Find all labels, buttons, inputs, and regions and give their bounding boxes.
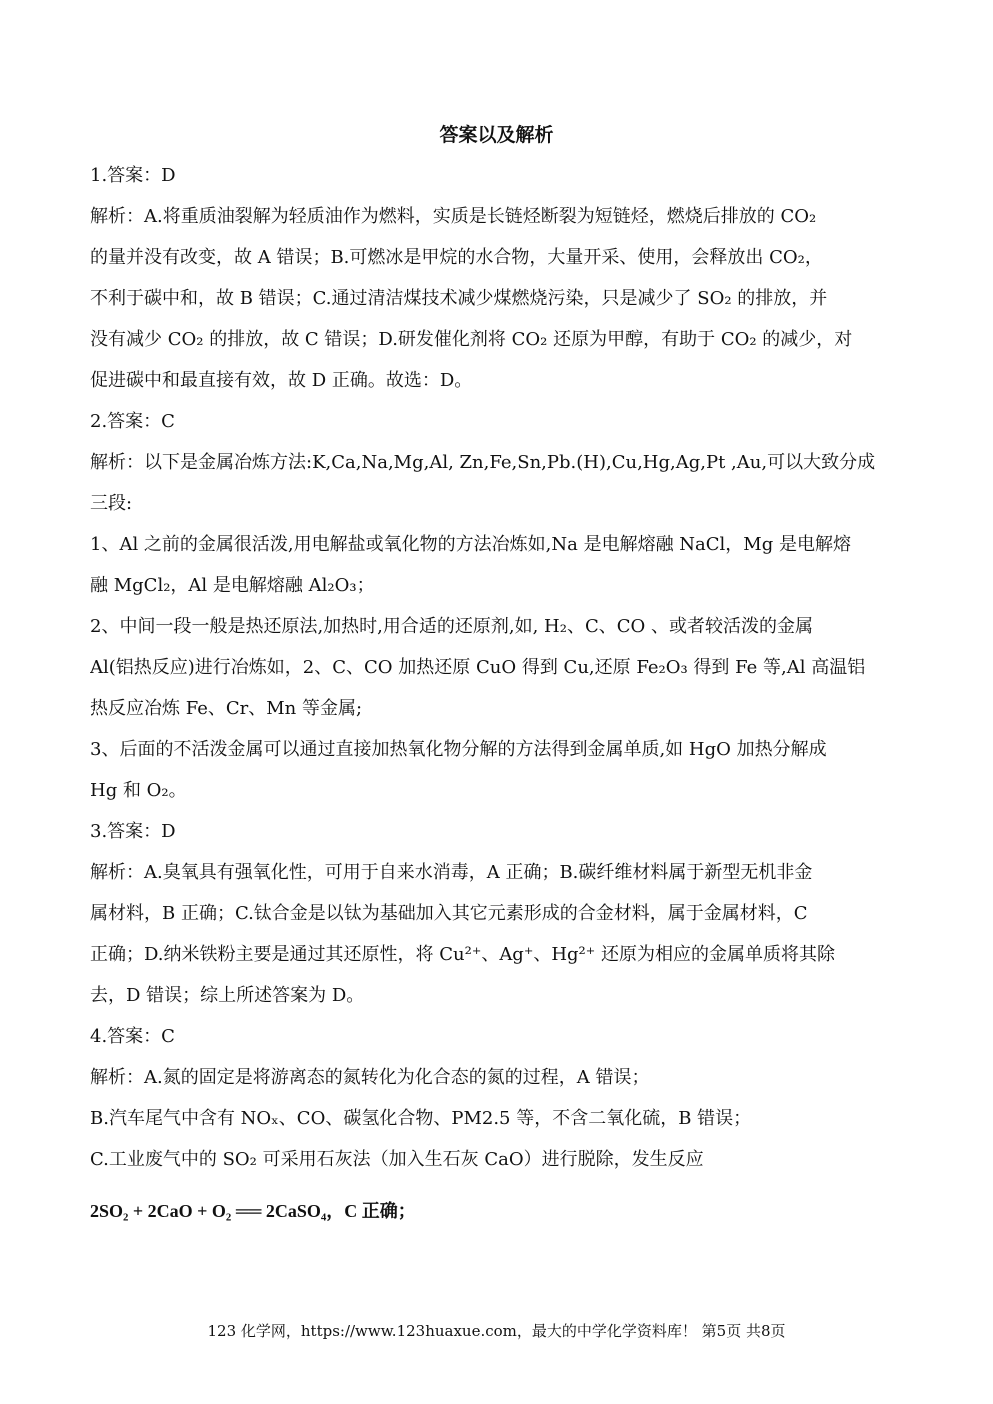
text-line: 解析：A.氮的固定是将游离态的氮转化为化合态的氮的过程，A 错误； [90, 1067, 650, 1088]
text-line: 解析：A.将重质油裂解为轻质油作为燃料，实质是长链烃断裂为短链烃，燃烧后排放的 CO₂ [90, 206, 817, 227]
text-line: 3、后面的不活泼金属可以通过直接加热氧化物分解的方法得到金属单质,如 HgO 加热分解成 [90, 739, 827, 760]
page-title: 答案以及解析 [439, 124, 554, 146]
text-line: 促进碳中和最直接有效，故 D 正确。故选：D。 [90, 370, 473, 391]
text-line: 正确；D.纳米铁粉主要是通过其还原性，将 Cu²⁺、Ag⁺、Hg²⁺ 还原为相应的金属单质将其除 [90, 944, 835, 965]
text-line: 融 MgCl₂，Al 是电解熔融 Al₂O₃； [90, 575, 375, 596]
text-line: 1、Al 之前的金属很活泼,用电解盐或氧化物的方法冶炼如,Na 是电解熔融 NaCl，Mg 是电解熔 [90, 534, 851, 555]
text-line: 的量并没有改变，故 A 错误；B.可燃冰是甲烷的水合物，大量开采、使用，会释放出 CO₂， [90, 247, 823, 268]
text-line: 不利于碳中和，故 B 错误；C.通过清洁煤技术减少煤燃烧污染，只是减少了 SO₂ 的排放，并 [90, 288, 828, 309]
text-line: 没有减少 CO₂ 的排放，故 C 错误；D.研发催化剂将 CO₂ 还原为甲醇，有助于 CO₂ 的减少，对 [90, 329, 853, 350]
text-line: 属材料，B 正确；C.钛合金是以钛为基础加入其它元素形成的合金材料，属于金属材料，C [90, 903, 808, 924]
text-line: 2、中间一段一般是热还原法,加热时,用合适的还原剂,如, H₂、C、CO 、或者较活泼的金属 [90, 616, 813, 637]
text-line: 三段: [90, 493, 133, 514]
text-line: 3.答案：D [90, 821, 176, 842]
text-line: 去，D 错误；综上所述答案为 D。 [90, 985, 365, 1006]
chemical-equation: 2SO₂ + 2CaO + O₂ ══ 2CaSO₄，C 正确； [90, 1201, 416, 1221]
text-line: B.汽车尾气中含有 NOₓ、CO、碳氢化合物、PM2.5 等，不含二氧化硫，B 错误； [90, 1108, 752, 1129]
text-line: 1.答案：D [90, 165, 176, 186]
text-line: Al(铝热反应)进行冶炼如，2、C、CO 加热还原 CuO 得到 Cu,还原 Fe₂O₃ 得到 Fe 等,Al 高温铝 [90, 657, 866, 678]
text-line: Hg 和 O₂。 [90, 780, 187, 801]
text-line: C.工业废气中的 SO₂ 可采用石灰法（加入生石灰 CaO）进行脱除，发生反应 [90, 1149, 704, 1170]
text-line: 解析：A.臭氧具有强氧化性，可用于自来水消毒，A 正确；B.碳纤维材料属于新型无机非金 [90, 862, 813, 883]
answer-content [90, 155, 902, 1180]
text-line: 解析：以下是金属冶炼方法:K,Ca,Na,Mg,Al, Zn,Fe,Sn,Pb.(H),Cu,Hg,Ag,Pt ,Au,可以大致分成 [90, 452, 876, 473]
text-line: 2.答案：C [90, 411, 175, 432]
text-line: 热反应冶炼 Fe、Cr、Mn 等金属; [90, 698, 363, 719]
page-footer: 123 化学网，https://www.123huaxue.com，最大的中学化学资料库！ 第5页 共8页 [207, 1322, 786, 1340]
text-line: 4.答案：C [90, 1026, 175, 1047]
